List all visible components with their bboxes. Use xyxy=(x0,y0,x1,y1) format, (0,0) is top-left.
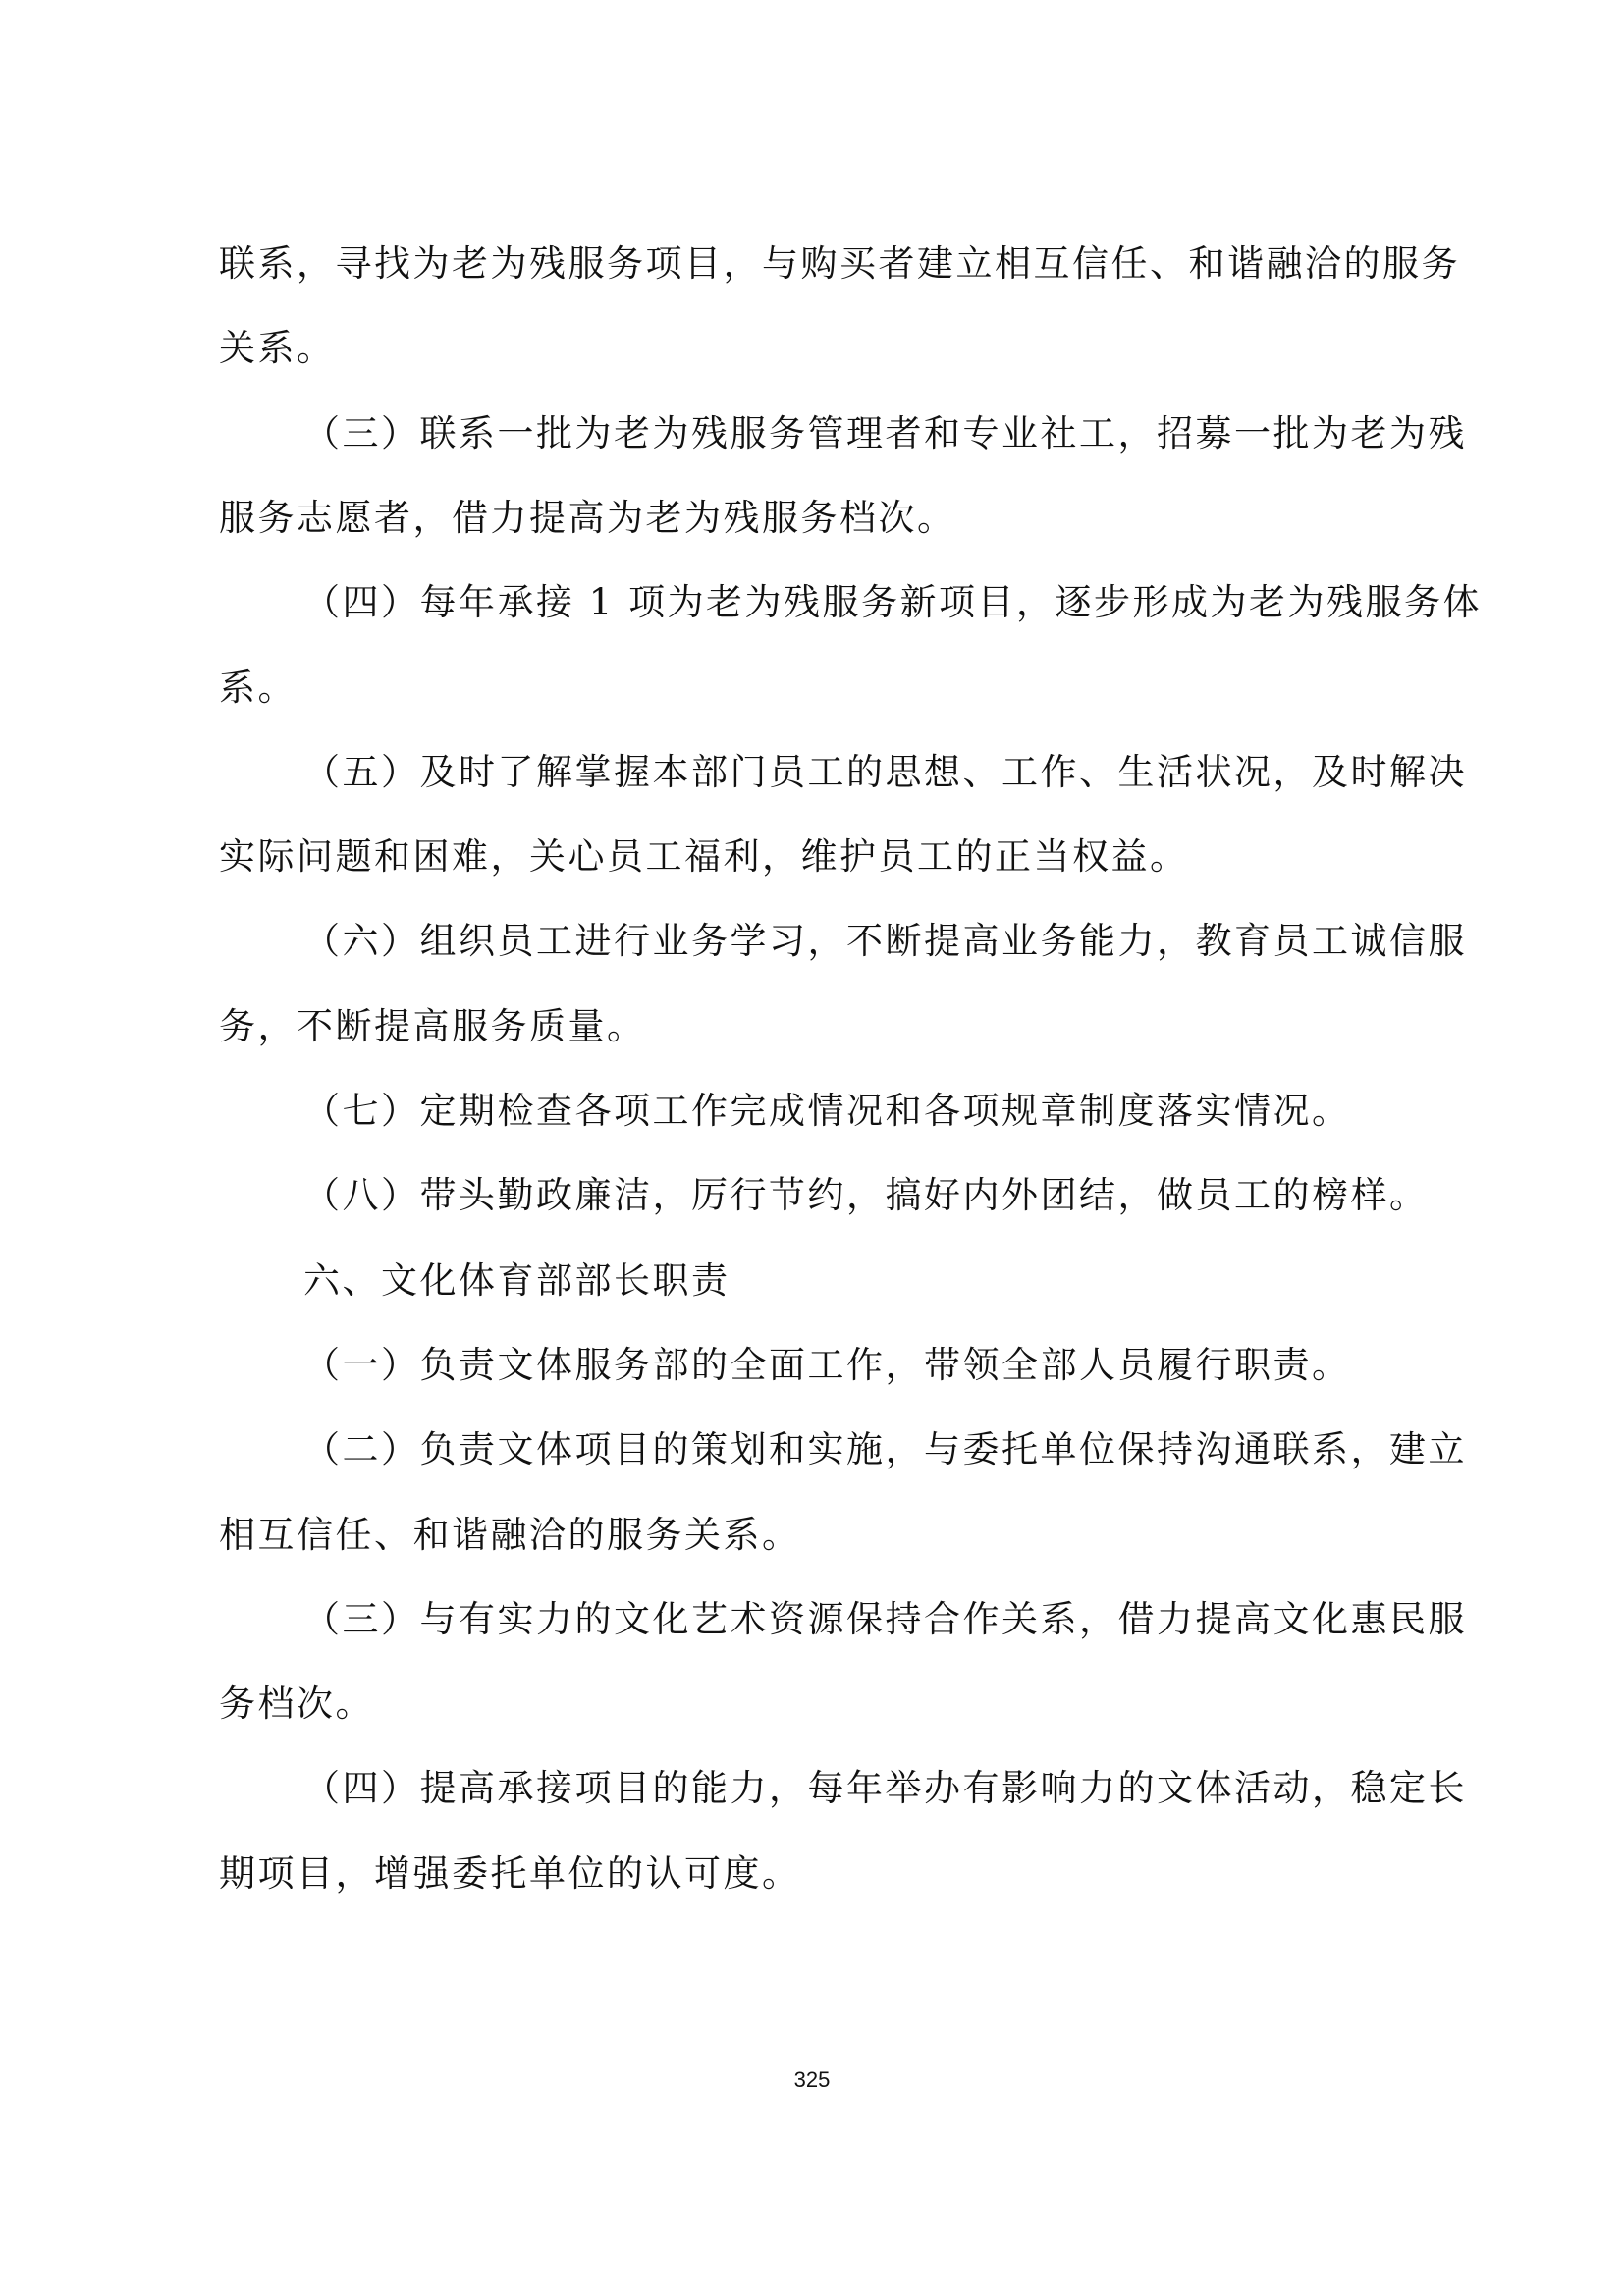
paragraph-line: 务档次。 xyxy=(219,1682,374,1725)
paragraph-line: （四）每年承接 1 项为老为残服务新项目，逐步形成为老为残服务体 xyxy=(303,581,1483,623)
paragraph-line: （三）与有实力的文化艺术资源保持合作关系，借力提高文化惠民服 xyxy=(303,1598,1467,1640)
paragraph-line: （五）及时了解掌握本部门员工的思想、工作、生活状况，及时解决 xyxy=(303,751,1467,793)
paragraph-line: 系。 xyxy=(219,667,297,709)
paragraph-line: 相互信任、和谐融洽的服务关系。 xyxy=(219,1514,801,1556)
section-heading: 六、文化体育部部长职责 xyxy=(303,1259,731,1302)
paragraph-line: （四）提高承接项目的能力，每年举办有影响力的文体活动，稳定长 xyxy=(303,1767,1467,1809)
page-number: 325 xyxy=(793,2067,831,2092)
paragraph-line: 服务志愿者，借力提高为老为残服务档次。 xyxy=(219,497,956,539)
paragraph-line: 务，不断提高服务质量。 xyxy=(219,1005,646,1047)
paragraph-line: 期项目，增强委托单位的认可度。 xyxy=(219,1852,801,1895)
paragraph-line: （八）带头勤政廉洁，厉行节约，搞好内外团结，做员工的榜样。 xyxy=(303,1174,1429,1216)
paragraph-line: （七）定期检查各项工作完成情况和各项规章制度落实情况。 xyxy=(303,1090,1351,1132)
paragraph-line: （六）组织员工进行业务学习，不断提高业务能力，教育员工诚信服 xyxy=(303,920,1467,962)
paragraph-line: （二）负责文体项目的策划和实施，与委托单位保持沟通联系，建立 xyxy=(303,1428,1467,1470)
paragraph-line: 联系，寻找为老为残服务项目，与购买者建立相互信任、和谐融洽的服务 xyxy=(219,242,1460,285)
paragraph-line: 实际问题和困难，关心员工福利，维护员工的正当权益。 xyxy=(219,835,1189,878)
paragraph-line: 关系。 xyxy=(219,327,336,369)
paragraph-line: （一）负责文体服务部的全面工作，带领全部人员履行职责。 xyxy=(303,1344,1351,1386)
paragraph-line: （三）联系一批为老为残服务管理者和专业社工，招募一批为老为残 xyxy=(303,412,1467,454)
